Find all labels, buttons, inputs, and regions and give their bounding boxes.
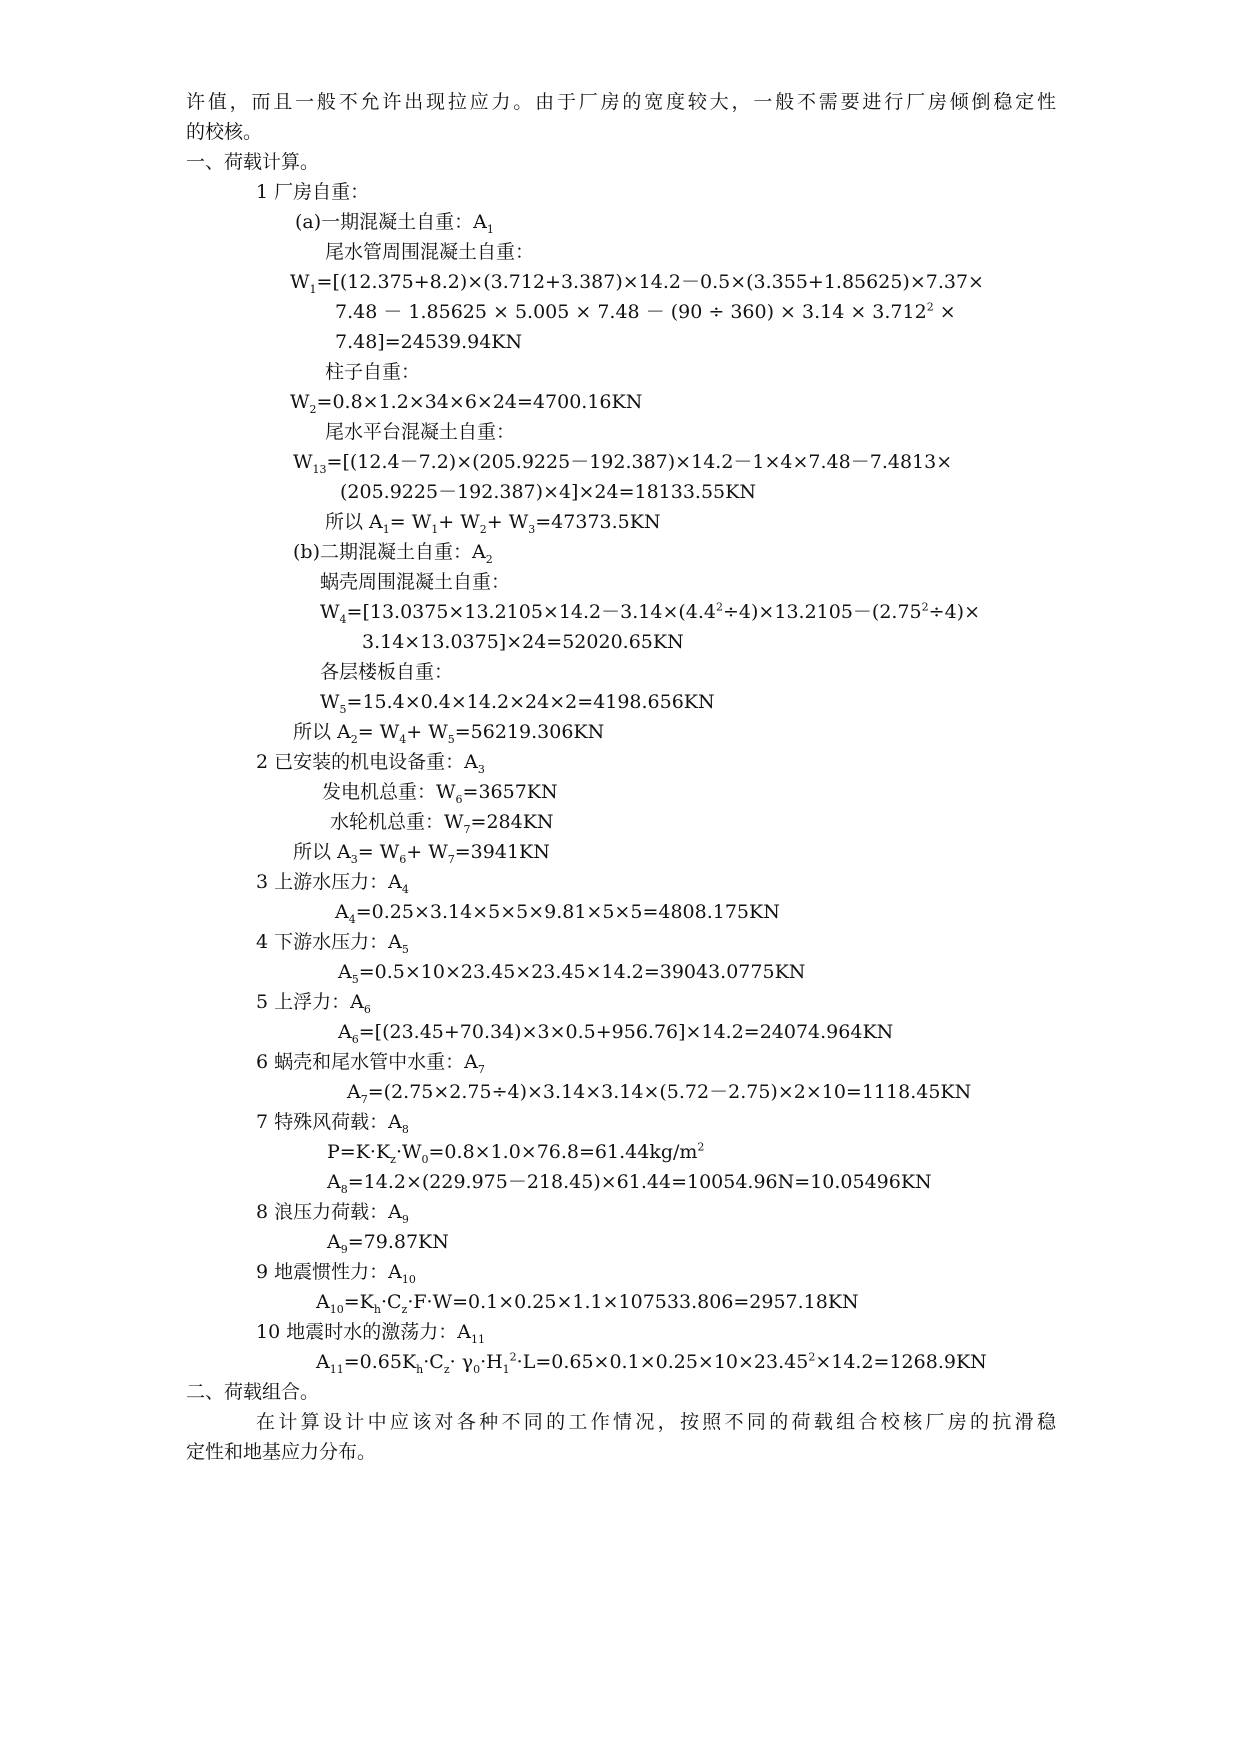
label-line: 尾水管周围混凝土自重： <box>325 241 535 263</box>
formula-line: $A_5=0.5\times 10\times 23.45\times 23.45\times 14.2=39043.0775KN$ <box>338 961 806 986</box>
formula-line: 水轮机总重：$W_7=284KN$ <box>330 811 554 836</box>
item-heading: 9 地震惯性力：$A_{10}$ <box>256 1261 416 1286</box>
formula-line: $W_5=15.4\times 0.4\times 14.2\times 24\times 2=4198.656KN$ <box>320 691 715 716</box>
paragraph-line: 的校核。 <box>186 121 263 143</box>
formula-line: $A_9=79.87KN$ <box>327 1231 449 1256</box>
sub-heading: (b)二期混凝土自重：$A_2$ <box>293 541 493 566</box>
formula-line: 发电机总重：$W_6=3657KN$ <box>322 781 558 806</box>
label-line: 柱子自重： <box>325 361 421 383</box>
formula-line: $W_4=[13.0375\times 13.2105\times 14.2-3.14\times(4.4^2\div 4)\times 13.2105-(2.75^2\div 4)\times$ <box>320 600 980 626</box>
formula-line: $A_{10}=K_h\cdot C_z\cdot F\cdot W=0.1\times 0.25\times 1.1\times 107533.806=2957.18KN$ <box>316 1291 859 1316</box>
section-heading: 一、荷载计算。 <box>186 151 320 173</box>
formula-line: $W_1=[(12.375+8.2)\times(3.712+3.387)\times 14.2-0.5\times(3.355+1.85625)\times 7.37\times$ <box>290 271 984 296</box>
formula-line: 3.14×13.0375]×24=52020.65KN <box>362 631 684 653</box>
sub-heading: (a)一期混凝土自重：$A_1$ <box>295 211 494 236</box>
formula-line: $7.48 - 1.85625 \times 5.005 \times 7.48 - (90 \div 360) \times 3.14 \times 3.712^2$ × <box>335 300 956 323</box>
item-heading: 5 上浮力：$A_6$ <box>256 991 371 1016</box>
formula-line: $A_8=14.2\times(229.975-218.45)\times 61.44=10054.96N=10.05496KN$ <box>327 1171 932 1196</box>
paragraph-line: 定性和地基应力分布。 <box>186 1441 377 1463</box>
section-heading: 二、荷载组合。 <box>186 1381 320 1403</box>
paragraph-line: 许值，而且一般不允许出现拉应力。由于厂房的宽度较大，一般不需要进行厂房倾倒稳定性 <box>186 91 1056 113</box>
formula-line: $A_6=[(23.45+70.34)\times 3\times 0.5+956.76]\times 14.2=24074.964KN$ <box>338 1021 894 1046</box>
formula-line: $A_{11}=0.65K_h\cdot C_z\cdot \gamma_0\cdot H_1^2\cdot L=0.65\times 0.1\times 0.25\times 10\times 23.45^2\times 14.2=1268.9KN$ <box>316 1350 987 1376</box>
formula-line: $P=K\cdot K_z\cdot W_0=0.8\times 1.0\times 76.8=61.44kg/m^2$ <box>327 1140 705 1166</box>
item-heading: 3 上游水压力：$A_4$ <box>256 871 409 896</box>
paragraph-line: 在计算设计中应该对各种不同的工作情况，按照不同的荷载组合校核厂房的抗滑稳 <box>256 1411 1056 1433</box>
formula-line: 所以 $A_2= W_4+ W_5=56219.306KN$ <box>293 721 605 746</box>
formula-line: $A_7=(2.75\times 2.75\div 4)\times 3.14\times 3.14\times(5.72-2.75)\times 2\times 10=1118.45KN$ <box>347 1081 972 1106</box>
item-heading: 8 浪压力荷载：$A_9$ <box>256 1201 409 1226</box>
label-line: 蜗壳周围混凝土自重： <box>320 571 511 593</box>
item-heading: 7 特殊风荷载：$A_8$ <box>256 1111 409 1136</box>
item-heading: 6 蜗壳和尾水管中水重：$A_7$ <box>256 1051 485 1076</box>
label-line: 尾水平台混凝土自重： <box>325 421 516 443</box>
formula-line: $A_4=0.25\times 3.14\times 5\times 5\times 9.81\times 5\times 5=4808.175KN$ <box>335 901 780 926</box>
item-heading: 2 已安装的机电设备重：$A_3$ <box>256 751 485 776</box>
formula-line: $W_{13}=[(12.4-7.2)\times(205.9225-192.387)\times 14.2-1\times 4\times 7.48-7.4813\times$ <box>293 451 953 476</box>
item-heading: 1 厂房自重： <box>256 181 370 203</box>
formula-line: $W_2=0.8\times 1.2\times 34\times 6\times 24=4700.16KN$ <box>290 391 643 416</box>
formula-line: 所以 $A_1= W_1+ W_2+ W_3=47373.5KN$ <box>325 511 661 536</box>
formula-line: 所以 $A_3= W_6+ W_7=3941KN$ <box>293 841 550 866</box>
formula-line: 7.48]=24539.94KN <box>335 331 523 353</box>
label-line: 各层楼板自重： <box>320 661 454 683</box>
item-heading: 10 地震时水的激荡力：$A_{11}$ <box>256 1321 485 1346</box>
item-heading: 4 下游水压力：$A_5$ <box>256 931 409 956</box>
formula-line: (205.9225－192.387)×4]×24=18133.55KN <box>340 481 756 503</box>
